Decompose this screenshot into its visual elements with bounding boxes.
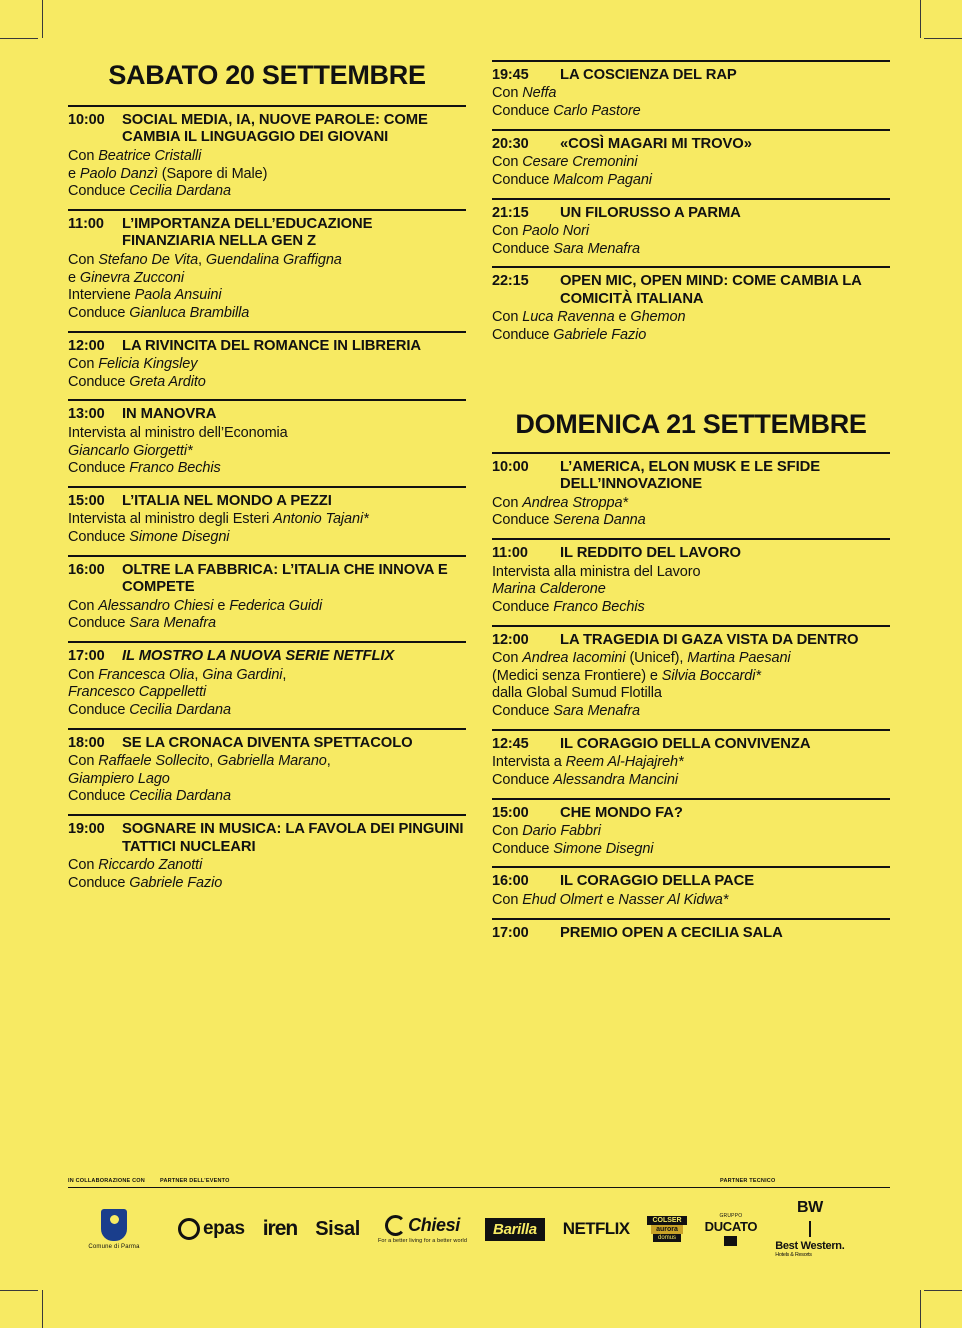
event-item bbox=[68, 331, 466, 400]
event-time: 18:00 bbox=[68, 734, 105, 751]
logo-comune-label: Comune di Parma bbox=[88, 1243, 140, 1250]
chiesi-c-icon bbox=[385, 1215, 406, 1236]
event-details bbox=[68, 425, 466, 478]
event-time: 12:45 bbox=[492, 735, 529, 752]
event-time: 19:00 bbox=[68, 821, 105, 838]
event-details bbox=[68, 511, 466, 546]
event-detail-line: Conduce Cecilia Dardana bbox=[68, 788, 231, 805]
logo-chiesi-label: Chiesi bbox=[408, 1214, 460, 1235]
event-item bbox=[492, 866, 890, 917]
event-header bbox=[492, 925, 890, 942]
event-details bbox=[492, 495, 890, 530]
event-detail-line: Conduce Greta Ardito bbox=[68, 373, 206, 390]
event-time: 11:00 bbox=[492, 545, 528, 562]
logo-netflix bbox=[563, 1219, 630, 1239]
event-time: 13:00 bbox=[68, 406, 105, 423]
logo-colser-mid: aurora bbox=[651, 1225, 683, 1234]
event-title: PREMIO OPEN A CECILIA SALA bbox=[560, 924, 783, 941]
event-detail-line: Con Raffaele Sollecito, Gabriella Marano, bbox=[68, 753, 331, 770]
event-detail-line: Conduce Carlo Pastore bbox=[492, 103, 641, 120]
event-list-sunday bbox=[492, 452, 890, 950]
logo-iren bbox=[263, 1217, 298, 1241]
event-item bbox=[492, 60, 890, 129]
event-detail-line: Giancarlo Giorgetti* bbox=[68, 442, 193, 459]
event-header bbox=[68, 406, 466, 423]
logo-barilla-label: Barilla bbox=[485, 1218, 545, 1241]
event-title: IL CORAGGIO DELLA PACE bbox=[560, 873, 755, 890]
event-detail-line: dalla Global Sumud Flotilla bbox=[492, 685, 662, 702]
event-detail-line: Conduce Simone Disegni bbox=[492, 840, 654, 857]
event-details bbox=[68, 857, 466, 892]
logo-netflix-label: NETFLIX bbox=[562, 1219, 630, 1238]
event-title: IL CORAGGIO DELLA CONVIVENZA bbox=[560, 735, 811, 752]
event-detail-line: Conduce Cecilia Dardana bbox=[68, 701, 231, 718]
logo-chiesi bbox=[378, 1215, 467, 1244]
event-header bbox=[68, 112, 466, 147]
crest-icon bbox=[101, 1209, 127, 1241]
event-details bbox=[68, 598, 466, 633]
event-detail-line: Conduce Franco Bechis bbox=[492, 598, 645, 615]
logo-barilla bbox=[485, 1218, 545, 1241]
logo-bw-divider bbox=[809, 1221, 811, 1237]
event-item bbox=[68, 486, 466, 555]
event-item bbox=[492, 266, 890, 352]
event-header bbox=[68, 493, 466, 510]
event-list-saturday bbox=[68, 105, 466, 900]
logo-colser-top: COLSER bbox=[647, 1216, 686, 1225]
event-details bbox=[492, 564, 890, 617]
crop-mark bbox=[920, 1290, 921, 1328]
event-details bbox=[492, 223, 890, 258]
logo-colser-bot: domus bbox=[653, 1234, 681, 1242]
logo-row bbox=[68, 1200, 898, 1258]
event-item bbox=[492, 798, 890, 867]
event-title: «COSÌ MAGARI MI TROVO» bbox=[560, 135, 752, 152]
event-title: IN MANOVRA bbox=[122, 406, 217, 423]
event-detail-line: Conduce Sara Menafra bbox=[492, 703, 640, 720]
event-time: 12:00 bbox=[68, 337, 105, 354]
logo-bw-sub: Hotels & Resorts bbox=[775, 1251, 812, 1258]
footer-label-collaboration: IN COLLABORAZIONE CON bbox=[68, 1178, 160, 1188]
event-details bbox=[68, 252, 466, 323]
event-header bbox=[492, 273, 890, 308]
event-item bbox=[68, 814, 466, 900]
logo-sisal-label: Sisal bbox=[315, 1217, 360, 1240]
logo-iren-label: iren bbox=[262, 1217, 298, 1240]
event-header bbox=[492, 205, 890, 222]
event-item bbox=[68, 728, 466, 815]
logo-best-western bbox=[775, 1199, 844, 1258]
event-title: L’ITALIA NEL MONDO A PEZZI bbox=[122, 492, 332, 509]
event-list-saturday-evening bbox=[492, 60, 890, 353]
event-detail-line: Conduce Franco Bechis bbox=[68, 460, 221, 477]
crop-mark bbox=[0, 1290, 38, 1291]
event-detail-line: Francesco Cappelletti bbox=[68, 684, 207, 701]
event-details bbox=[492, 823, 890, 858]
event-title: OPEN MIC, OPEN MIND: COME CAMBIA LA COMICITÀ ITALIANA bbox=[560, 273, 862, 307]
logo-chiesi-sub: For a better living for a better world bbox=[377, 1237, 468, 1244]
event-detail-line: Marina Calderone bbox=[492, 581, 606, 598]
event-detail-line: Conduce Simone Disegni bbox=[68, 529, 230, 546]
event-item bbox=[492, 625, 890, 729]
event-detail-line: Con Cesare Cremonini bbox=[492, 154, 638, 171]
event-detail-line: Con Felicia Kingsley bbox=[68, 356, 198, 373]
event-detail-line: Intervista al ministro dell’Economia bbox=[68, 424, 288, 441]
event-item bbox=[492, 198, 890, 267]
event-detail-line: Intervista a Reem Al-Hajajreh* bbox=[492, 754, 684, 771]
event-title: LA RIVINCITA DEL ROMANCE IN LIBRERIA bbox=[122, 337, 421, 354]
event-header bbox=[492, 545, 890, 562]
event-title: IL MOSTRO LA NUOVA SERIE NETFLIX bbox=[122, 648, 395, 665]
logo-bw-name: Best Western. bbox=[775, 1240, 845, 1253]
event-detail-line: Con Beatrice Cristalli bbox=[68, 147, 202, 164]
event-item bbox=[492, 918, 890, 950]
event-details bbox=[68, 667, 466, 720]
footer bbox=[68, 1178, 898, 1258]
event-header bbox=[492, 736, 890, 753]
ducato-mark-icon bbox=[724, 1236, 737, 1246]
event-item bbox=[68, 105, 466, 209]
event-detail-line: Conduce Sara Menafra bbox=[492, 240, 640, 257]
day-title-saturday: SABATO 20 SETTEMBRE bbox=[108, 60, 426, 90]
event-detail-line: Intervista al ministro degli Esteri Antonio Tajani* bbox=[68, 511, 369, 528]
repas-dot-icon bbox=[178, 1218, 200, 1240]
event-detail-line: Conduce Gabriele Fazio bbox=[68, 874, 223, 891]
event-time: 12:00 bbox=[492, 631, 529, 648]
logo-colser-aurora-domus bbox=[647, 1216, 686, 1242]
event-title: L’IMPORTANZA DELL’EDUCAZIONE FINANZIARIA NELLA GEN Z bbox=[122, 215, 373, 250]
event-time: 15:00 bbox=[68, 492, 105, 509]
logo-ducato-big: DUCATO bbox=[704, 1218, 758, 1234]
event-detail-line: Con Dario Fabbri bbox=[492, 823, 601, 840]
event-details bbox=[492, 754, 890, 789]
event-header bbox=[68, 562, 466, 597]
crop-mark bbox=[42, 1290, 43, 1328]
event-time: 17:00 bbox=[68, 648, 105, 665]
event-detail-line: Con Neffa bbox=[492, 85, 557, 102]
event-details bbox=[68, 753, 466, 806]
event-header bbox=[492, 873, 890, 890]
event-time: 10:00 bbox=[68, 112, 105, 128]
logo-repas-label: epas bbox=[203, 1218, 245, 1239]
event-item bbox=[492, 729, 890, 798]
event-time: 19:45 bbox=[492, 67, 529, 83]
event-header bbox=[492, 459, 890, 494]
event-title: OLTRE LA FABBRICA: L’ITALIA CHE INNOVA E COMPETE bbox=[122, 561, 448, 596]
event-title: L’AMERICA, ELON MUSK E LE SFIDE DELL’INNOVAZIONE bbox=[560, 458, 820, 493]
day-title-sunday: DOMENICA 21 SETTEMBRE bbox=[515, 408, 867, 439]
footer-label-partners: PARTNER DELL’EVENTO bbox=[160, 1178, 720, 1188]
event-header bbox=[68, 216, 466, 251]
event-item bbox=[68, 399, 466, 486]
event-detail-line: Con Francesca Olia, Gina Gardini, bbox=[68, 666, 287, 683]
event-detail-line: Conduce Sara Menafra bbox=[68, 615, 216, 632]
event-detail-line: Con Andrea Stroppa* bbox=[492, 494, 628, 511]
event-detail-line: Conduce Malcom Pagani bbox=[492, 171, 652, 188]
event-detail-line: e Ginevra Zucconi bbox=[68, 269, 184, 286]
event-details bbox=[492, 892, 890, 910]
event-title: LA TRAGEDIA DI GAZA VISTA DA DENTRO bbox=[560, 631, 859, 648]
event-details bbox=[492, 309, 890, 344]
event-details bbox=[492, 154, 890, 189]
event-item bbox=[492, 538, 890, 625]
event-header bbox=[68, 821, 466, 856]
event-time: 11:00 bbox=[68, 215, 104, 232]
event-details bbox=[68, 148, 466, 201]
event-time: 15:00 bbox=[492, 804, 529, 821]
event-detail-line: Conduce Gianluca Brambilla bbox=[68, 304, 250, 321]
event-detail-line: Conduce Serena Danna bbox=[492, 512, 646, 529]
crop-mark bbox=[920, 0, 921, 38]
event-detail-line: Con Alessandro Chiesi e Federica Guidi bbox=[68, 597, 323, 614]
footer-label-row bbox=[68, 1178, 898, 1188]
event-title: IL REDDITO DEL LAVORO bbox=[560, 545, 741, 562]
event-header bbox=[492, 632, 890, 649]
event-header bbox=[68, 338, 466, 355]
event-item bbox=[492, 129, 890, 198]
event-detail-line: Giampiero Lago bbox=[68, 770, 170, 787]
event-detail-line: e Paolo Danzì (Sapore di Male) bbox=[68, 165, 268, 182]
column-sunday bbox=[492, 60, 890, 950]
event-title: UN FILORUSSO A PARMA bbox=[560, 204, 741, 221]
event-detail-line: Con Luca Ravenna e Ghemon bbox=[492, 309, 686, 326]
logo-bw-label bbox=[775, 1241, 844, 1258]
event-item bbox=[68, 555, 466, 641]
event-detail-line: Con Stefano De Vita, Guendalina Graffigna bbox=[68, 251, 342, 268]
event-detail-line: Conduce Alessandra Mancini bbox=[492, 771, 679, 788]
schedule-content bbox=[68, 60, 898, 950]
event-item bbox=[68, 209, 466, 331]
crop-mark bbox=[0, 38, 38, 39]
event-time: 17:00 bbox=[492, 924, 529, 941]
event-time: 20:30 bbox=[492, 135, 529, 152]
event-header bbox=[492, 805, 890, 822]
event-title: SOCIAL MEDIA, IA, NUOVE PAROLE: COME CAMBIA IL LINGUAGGIO DEI GIOVANI bbox=[122, 112, 428, 146]
event-details bbox=[492, 85, 890, 120]
event-time: 22:15 bbox=[492, 273, 529, 290]
logo-sisal bbox=[315, 1218, 360, 1241]
event-item bbox=[68, 641, 466, 728]
logo-ducato-small: GRUPPO bbox=[719, 1212, 743, 1219]
event-detail-line: Interviene Paola Ansuini bbox=[68, 287, 222, 304]
event-time: 10:00 bbox=[492, 458, 529, 475]
logo-gruppo-ducato bbox=[705, 1213, 758, 1246]
column-saturday bbox=[68, 60, 466, 900]
event-detail-line: Conduce Gabriele Fazio bbox=[492, 327, 647, 344]
event-time: 21:15 bbox=[492, 204, 529, 221]
footer-label-technical: PARTNER TECNICO bbox=[720, 1178, 890, 1188]
event-header bbox=[492, 136, 890, 153]
logo-repas bbox=[178, 1218, 245, 1240]
event-detail-line: Con Ehud Olmert e Nasser Al Kidwa* bbox=[492, 891, 729, 908]
event-time: 16:00 bbox=[492, 873, 529, 890]
event-details bbox=[68, 356, 466, 391]
logo-comune-di-parma bbox=[68, 1209, 160, 1250]
logo-bw-mark: BW bbox=[797, 1199, 823, 1217]
event-title: CHE MONDO FA? bbox=[560, 804, 683, 821]
event-details bbox=[492, 650, 890, 721]
event-time: 16:00 bbox=[68, 561, 105, 578]
event-title: LA COSCIENZA DEL RAP bbox=[560, 67, 737, 83]
event-header bbox=[68, 735, 466, 752]
event-header bbox=[492, 67, 890, 84]
event-detail-line: (Medici senza Frontiere) e Silvia Boccardi* bbox=[492, 667, 761, 684]
crop-mark bbox=[42, 0, 43, 38]
event-detail-line: Con Andrea Iacomini (Unicef), Martina Paesani bbox=[492, 650, 791, 667]
event-item bbox=[492, 452, 890, 538]
event-detail-line: Con Paolo Nori bbox=[492, 223, 589, 240]
event-title: SOGNARE IN MUSICA: LA FAVOLA DEI PINGUINI TATTICI NUCLEARI bbox=[122, 821, 464, 855]
crop-mark bbox=[924, 1290, 962, 1291]
event-detail-line: Con Riccardo Zanotti bbox=[68, 857, 203, 874]
event-title: SE LA CRONACA DIVENTA SPETTACOLO bbox=[122, 734, 413, 751]
crop-mark bbox=[924, 38, 962, 39]
event-detail-line: Conduce Cecilia Dardana bbox=[68, 183, 231, 200]
event-header bbox=[68, 648, 466, 665]
event-detail-line: Intervista alla ministra del Lavoro bbox=[492, 563, 701, 580]
